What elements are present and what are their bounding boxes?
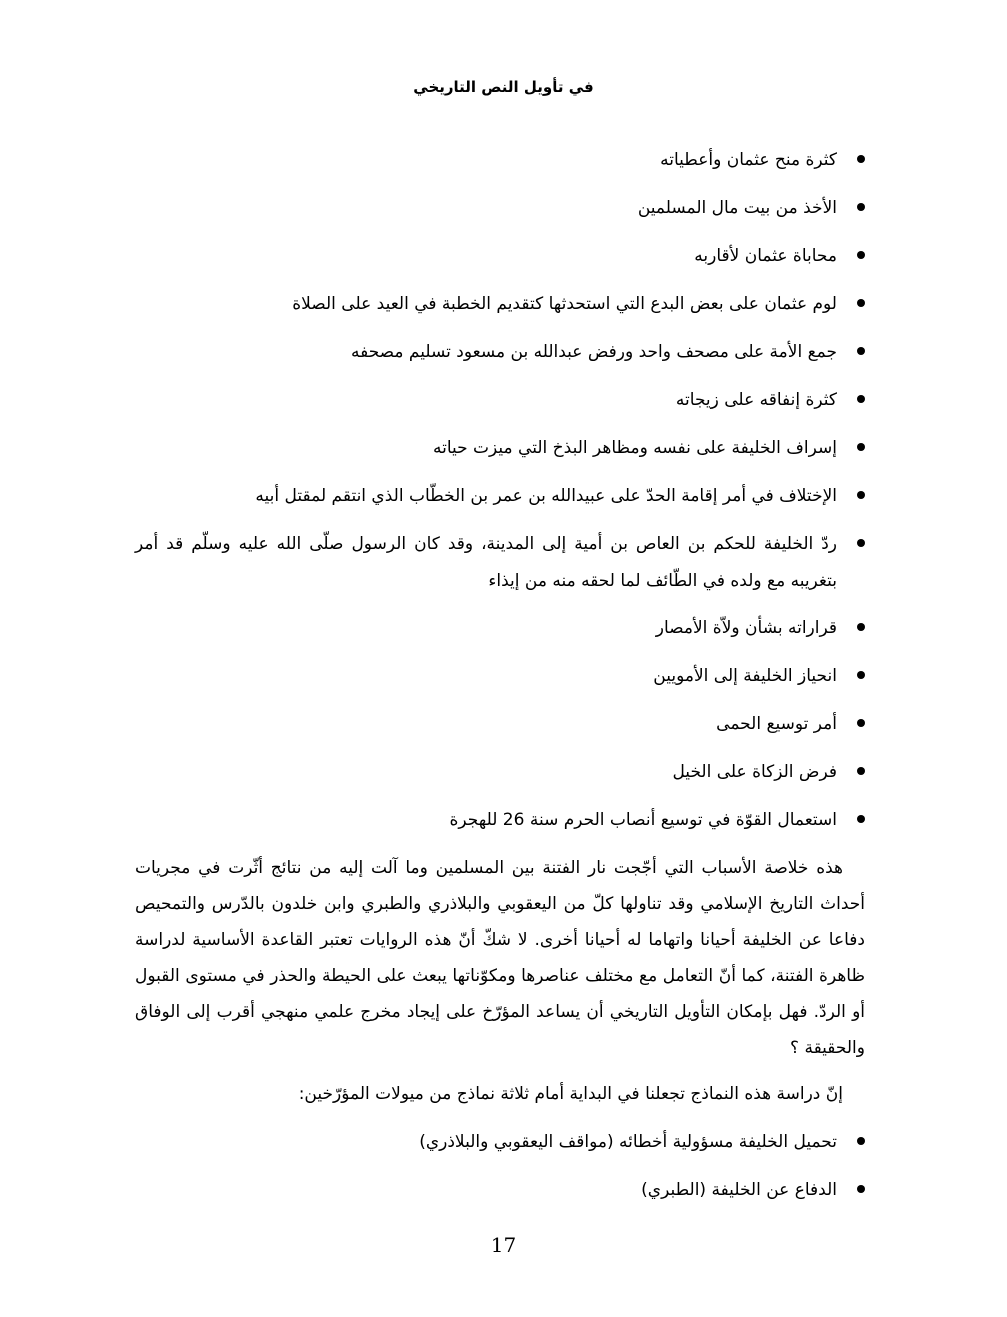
- causes-list: [135, 142, 865, 838]
- list-item: استعمال القوّة في توسيع أنصاب الحرم سنة 26 للهجرة: [135, 802, 865, 838]
- list-item: ردّ الخليفة للحكم بن العاص بن أمية إلى المدينة، وقد كان الرسول صلّى الله عليه وسلّم قد أمر بتغريبه مع ولده في الطّائف لما لحقه منه من إيذاء: [135, 526, 865, 600]
- page-content: [135, 142, 865, 1220]
- list-item: فرض الزكاة على الخيل: [135, 754, 865, 790]
- historians-list: [135, 1124, 865, 1208]
- list-item: محاباة عثمان لأقاربه: [135, 238, 865, 274]
- list-item: الأخذ من بيت مال المسلمين: [135, 190, 865, 226]
- summary-paragraph: هذه خلاصة الأسباب التي أجّجت نار الفتنة بين المسلمين وما آلت إليه من نتائج أثّرت في مجريات أحداث التاريخ الإسلامي وقد تناولها كلّ من اليعقوبي والبلاذري والطبري وابن خلدون بالدّرس والتمحيص دفاعا عن الخليفة أحيانا واتهاما له أحيانا أخرى. لا شكّ أنّ هذه الروايات تعتبر القاعدة الأساسية لدراسة ظاهرة الفتنة، كما أنّ التعامل مع مختلف عناصرها ومكوّناتها يبعث على الحيطة والحذر في مستوى القبول أو الردّ. فهل بإمكان التأويل التاريخي أن يساعد المؤرّخ على إيجاد مخرج علمي منهجي أقرب إلى الوفاق والحقيقة ؟: [135, 858, 865, 1058]
- list-item: إسراف الخليفة على نفسه ومظاهر البذخ التي ميزت حياته: [135, 430, 865, 466]
- page-number: 17: [490, 1233, 517, 1257]
- running-header: في تأويل النص التاريخي: [413, 78, 594, 96]
- list-item: الإختلاف في أمر إقامة الحدّ على عبيدالله بن عمر بن الخطّاب الذي انتقم لمقتل أبيه: [135, 478, 865, 514]
- list-item: تحميل الخليفة مسؤولية أخطائه (مواقف اليعقوبي والبلاذري): [135, 1124, 865, 1160]
- list-item: انحياز الخليفة إلى الأمويين: [135, 658, 865, 694]
- list-item: لوم عثمان على بعض البدع التي استحدثها كتقديم الخطبة في العيد على الصلاة: [135, 286, 865, 322]
- list-item: جمع الأمة على مصحف واحد ورفض عبدالله بن مسعود تسليم مصحفه: [135, 334, 865, 370]
- intro-paragraph: إنّ دراسة هذه النماذج تجعلنا في البداية أمام ثلاثة نماذج من ميولات المؤرّخين:: [298, 1084, 843, 1104]
- list-item: كثرة إنفاقه على زيجاته: [135, 382, 865, 418]
- list-item: كثرة منح عثمان وأعطياته: [135, 142, 865, 178]
- list-item: أمر توسيع الحمى: [135, 706, 865, 742]
- list-item: الدفاع عن الخليفة (الطبري): [135, 1172, 865, 1208]
- list-item: قراراته بشأن ولاّة الأمصار: [135, 610, 865, 646]
